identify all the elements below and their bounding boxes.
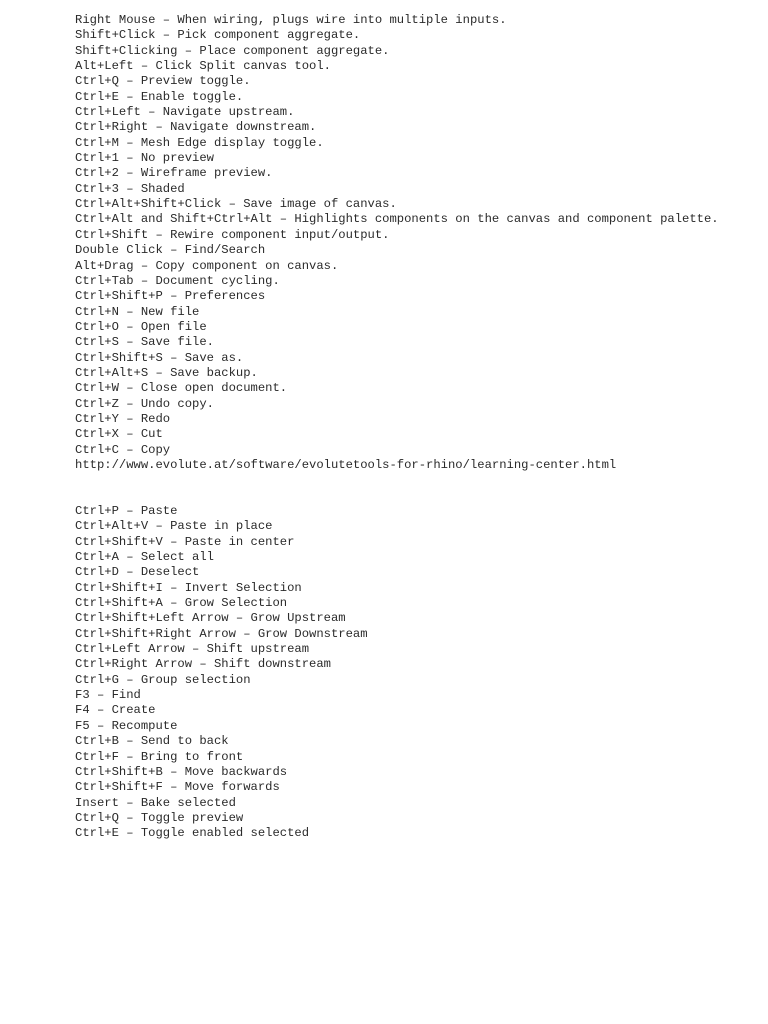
shortcut-line: Ctrl+W – Close open document. — [75, 381, 288, 396]
shortcut-line: Ctrl+A – Select all — [75, 550, 214, 565]
shortcut-line: Ctrl+Shift+Left Arrow – Grow Upstream — [75, 611, 346, 626]
shortcut-line: Ctrl+Shift+B – Move backwards — [75, 764, 288, 779]
shortcut-line: Ctrl+3 – Shaded — [75, 181, 185, 196]
shortcut-line: Alt+Left – Click Split canvas tool. — [75, 59, 331, 74]
shortcut-line: Ctrl+C – Copy — [75, 442, 171, 457]
shortcut-line: Ctrl+Y – Redo — [75, 411, 171, 426]
shortcut-line: Ctrl+Z – Undo copy. — [75, 396, 214, 411]
shortcut-line: Ctrl+Shift+A – Grow Selection — [75, 596, 288, 611]
shortcut-line: Ctrl+S – Save file. — [75, 335, 214, 350]
shortcut-line: Ctrl+Shift+S – Save as. — [75, 350, 244, 365]
shortcut-line: F5 – Recompute — [75, 718, 178, 733]
shortcut-line: Ctrl+O – Open file — [75, 319, 207, 334]
shortcut-line: Ctrl+Right Arrow – Shift downstream — [75, 657, 331, 672]
shortcut-list-primary — [75, 13, 755, 473]
shortcut-line: Ctrl+Left – Navigate upstream. — [75, 105, 295, 120]
shortcut-line: Ctrl+F – Bring to front — [75, 749, 244, 764]
source-url: http://www.evolute.at/software/evolutetools-for-rhino/learning-center.html — [75, 457, 617, 472]
shortcut-line: Ctrl+2 – Wireframe preview. — [75, 166, 273, 181]
shortcut-line: Ctrl+G – Group selection — [75, 672, 251, 687]
shortcut-line: Alt+Drag – Copy component on canvas. — [75, 258, 339, 273]
shortcut-line: Ctrl+Shift+F – Move forwards — [75, 780, 280, 795]
shortcut-line: Ctrl+Tab – Document cycling. — [75, 273, 280, 288]
shortcut-list-secondary — [75, 504, 755, 842]
shortcut-line: Ctrl+Q – Preview toggle. — [75, 74, 251, 89]
shortcut-line: Ctrl+Alt+Shift+Click – Save image of canvas. — [75, 197, 397, 212]
shortcut-line: Ctrl+M – Mesh Edge display toggle. — [75, 135, 324, 150]
shortcut-line: Ctrl+Alt and Shift+Ctrl+Alt – Highlights components on the canvas and component palette. — [75, 212, 719, 227]
shortcut-line: Ctrl+Alt+V – Paste in place — [75, 519, 273, 534]
section-spacer — [75, 473, 755, 504]
shortcut-line: Ctrl+Q – Toggle preview — [75, 810, 244, 825]
shortcut-line: Right Mouse – When wiring, plugs wire into multiple inputs. — [75, 13, 507, 27]
shortcut-line: Ctrl+Shift+V – Paste in center — [75, 534, 295, 549]
shortcut-line: Ctrl+B – Send to back — [75, 734, 229, 749]
shortcut-line: F3 – Find — [75, 688, 141, 703]
shortcut-line: Ctrl+N – New file — [75, 304, 200, 319]
shortcut-line: Shift+Click – Pick component aggregate. — [75, 28, 361, 43]
shortcut-line: Ctrl+Alt+S – Save backup. — [75, 365, 258, 380]
shortcut-line: Ctrl+D – Deselect — [75, 565, 200, 580]
shortcut-line: Ctrl+E – Enable toggle. — [75, 89, 244, 104]
document-page — [75, 13, 755, 842]
shortcut-line: Ctrl+Left Arrow – Shift upstream — [75, 642, 310, 657]
shortcut-line: Ctrl+E – Toggle enabled selected — [75, 826, 310, 841]
shortcut-line: Ctrl+P – Paste — [75, 504, 178, 518]
shortcut-line: Ctrl+Shift+P – Preferences — [75, 289, 266, 304]
shortcut-line: F4 – Create — [75, 703, 156, 718]
shortcut-line: Double Click – Find/Search — [75, 243, 266, 258]
shortcut-line: Ctrl+Shift+I – Invert Selection — [75, 580, 302, 595]
shortcut-line: Ctrl+Right – Navigate downstream. — [75, 120, 317, 135]
shortcut-line: Shift+Clicking – Place component aggregate. — [75, 43, 390, 58]
shortcut-line: Ctrl+X – Cut — [75, 427, 163, 442]
shortcut-line: Ctrl+1 – No preview — [75, 151, 214, 166]
shortcut-line: Insert – Bake selected — [75, 795, 236, 810]
shortcut-line: Ctrl+Shift – Rewire component input/output. — [75, 227, 390, 242]
shortcut-line: Ctrl+Shift+Right Arrow – Grow Downstream — [75, 626, 368, 641]
